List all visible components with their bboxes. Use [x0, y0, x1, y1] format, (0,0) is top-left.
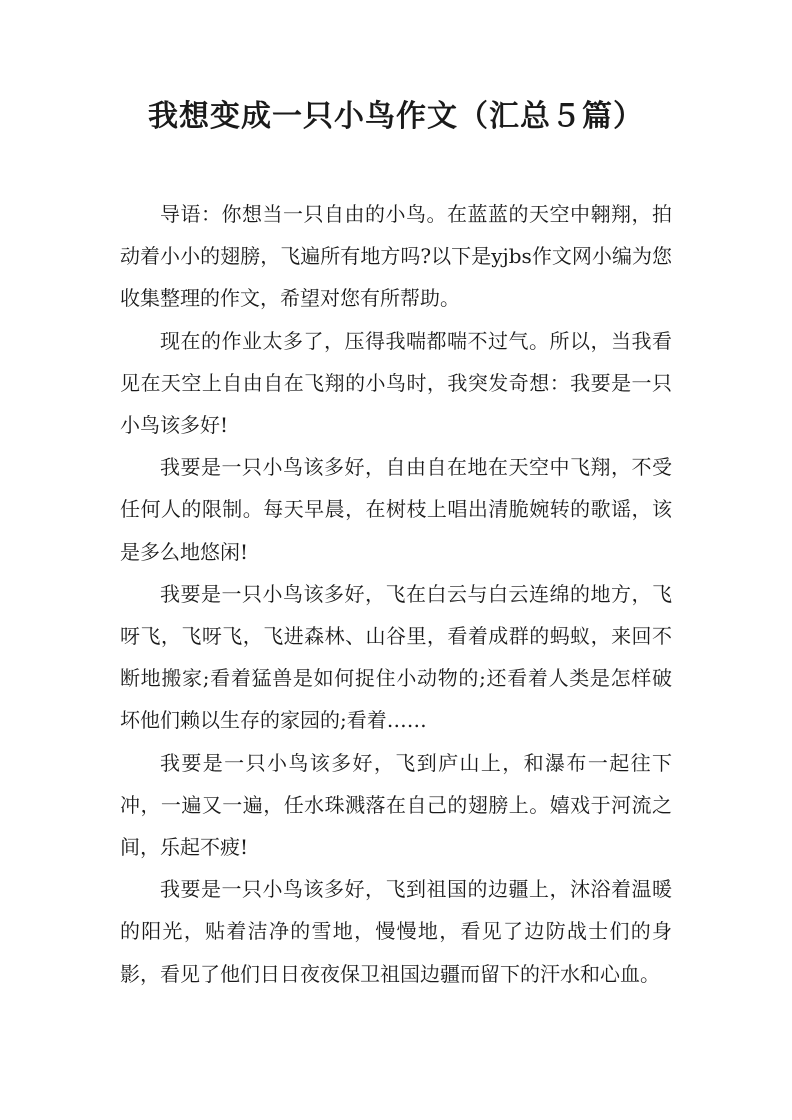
paragraph: 我要是一只小鸟该多好，飞到祖国的边疆上，沐浴着温暖的阳光，贴着洁净的雪地，慢慢地，看见了边防战士们的身影，看见了他们日日夜夜保卫祖国边疆而留下的汗水和心血。 [120, 877, 672, 986]
page-title: 我想变成一只小鸟作文（汇总５篇） [148, 99, 644, 134]
paragraph: 现在的作业太多了，压得我喘都喘不过气。所以，当我看见在天空上自由自在飞翔的小鸟时，我突发奇想：我要是一只小鸟该多好! [120, 328, 672, 438]
paragraph-intro: 导语：你想当一只自由的小鸟。在蓝蓝的天空中翱翔，拍动着小小的翅膀，飞遍所有地方吗?以下是yjbs作文网小编为您收集整理的作文，希望对您有所帮助。 [120, 202, 672, 311]
paragraph: 我要是一只小鸟该多好，飞到庐山上，和瀑布一起往下冲，一遍又一遍，任水珠溅落在自己的翅膀上。嬉戏于河流之间，乐起不疲! [120, 750, 672, 860]
paragraph: 我要是一只小鸟该多好，自由自在地在天空中飞翔，不受任何人的限制。每天早晨，在树枝上唱出清脆婉转的歌谣，该是多么地悠闲! [120, 455, 672, 564]
article-body [120, 193, 672, 995]
paragraph: 我要是一只小鸟该多好，飞在白云与白云连绵的地方，飞呀飞，飞呀飞，飞进森林、山谷里，看着成群的蚂蚁，来回不断地搬家;看着猛兽是如何捉住小动物的;还看着人类是怎样破坏他们赖以生存的家园的;看着…… [120, 581, 672, 733]
